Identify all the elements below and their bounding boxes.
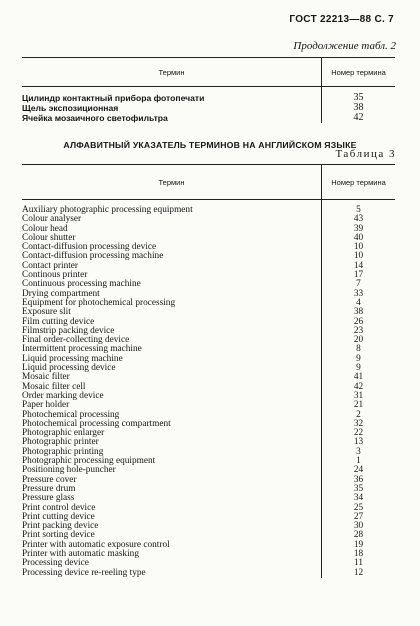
term-cell: Printer with automatic masking (22, 548, 139, 559)
term-cell: Photochemical processing (22, 409, 120, 420)
term-number-cell: 27 (322, 513, 396, 522)
term-cell: Paper holder (22, 400, 70, 411)
table-row (22, 215, 395, 224)
term-number-cell: 26 (322, 318, 396, 327)
table-3-english-index (22, 164, 395, 578)
term-cell: Printer with automatic exposure control (22, 539, 170, 550)
term-number-cell: 40 (322, 234, 396, 243)
table-row (22, 364, 395, 373)
term-number-cell: 25 (322, 504, 396, 513)
term-cell: Filmstrip packing device (22, 325, 115, 336)
term-number-cell: 3 (322, 448, 396, 457)
term-number-cell: 42 (322, 113, 396, 123)
term-cell: Equipment for photochemical processing (22, 297, 176, 308)
term-cell: Ячейка мозаичного светофильтра (22, 113, 168, 123)
page-header: ГОСТ 22213—88 С. 7 (289, 14, 394, 25)
continuation-label: Продолжение табл. 2 (293, 40, 396, 52)
term-cell: Colour analyser (22, 214, 82, 225)
term-cell: Exposure slit (22, 307, 71, 318)
term-number-cell: 8 (322, 345, 396, 354)
term-number-cell: 43 (322, 215, 396, 224)
term-number-cell: 20 (322, 336, 396, 345)
term-cell: Order marking device (22, 390, 104, 401)
term-cell: Pressure glass (22, 493, 75, 504)
term-number-cell: 30 (322, 522, 396, 531)
table-row (22, 103, 395, 113)
term-number-cell: 22 (322, 429, 396, 438)
term-cell: Liquid processing device (22, 363, 116, 374)
table-header-row (22, 165, 395, 200)
table-row (22, 485, 395, 494)
term-cell: Photographic enlarger (22, 428, 105, 439)
term-cell: Film cutting device (22, 316, 95, 327)
term-cell: Contact-diffusion processing machine (22, 251, 164, 262)
table-row (22, 93, 395, 103)
column-header-number: Номер термина (322, 58, 396, 87)
section-title: АЛФАВИТНЫЙ УКАЗАТЕЛЬ ТЕРМИНОВ НА АНГЛИЙСКОМ ЯЗЫКЕ (63, 140, 357, 150)
term-cell: Щель экспозиционная (22, 103, 119, 113)
term-number-cell: 21 (322, 401, 396, 410)
term-cell: Contact printer (22, 260, 79, 271)
term-cell: Contact-diffusion processing device (22, 242, 157, 253)
term-number-cell: 17 (322, 271, 396, 280)
table-row (22, 466, 395, 475)
table-row (22, 392, 395, 401)
term-number-cell: 11 (322, 559, 396, 568)
term-number-cell: 2 (322, 411, 396, 420)
term-cell: Photographic printing (22, 446, 104, 457)
table-row (22, 113, 395, 123)
term-cell: Colour shutter (22, 232, 76, 243)
term-number-cell: 7 (322, 280, 396, 289)
term-cell: Print sorting device (22, 530, 95, 541)
column-header-term: Термин (22, 165, 322, 200)
term-number-cell: 14 (322, 262, 396, 271)
term-number-cell: 5 (322, 206, 396, 215)
term-number-cell: 13 (322, 438, 396, 447)
term-cell: Processing device (22, 558, 89, 569)
term-number-cell: 31 (322, 392, 396, 401)
term-number-cell: 23 (322, 327, 396, 336)
term-cell: Print control device (22, 502, 96, 513)
term-cell: Pressure cover (22, 474, 77, 485)
term-number-cell: 41 (322, 373, 396, 382)
term-cell: Mosaic filter (22, 372, 70, 383)
term-cell: Colour head (22, 223, 68, 234)
term-number-cell: 9 (322, 364, 396, 373)
term-number-cell: 32 (322, 420, 396, 429)
table-row (22, 476, 395, 485)
term-cell: Mosaic filter cell (22, 381, 86, 392)
term-cell: Цилиндр контактный прибора фотопечати (22, 93, 205, 103)
term-number-cell: 9 (322, 355, 396, 364)
term-number-cell: 24 (322, 466, 396, 475)
term-cell: Drying compartment (22, 288, 100, 299)
table-row (22, 569, 395, 578)
table-row (22, 225, 395, 234)
term-number-cell: 39 (322, 225, 396, 234)
term-number-cell: 33 (322, 290, 396, 299)
table-row (22, 299, 395, 308)
term-cell: Positioning hole-puncher (22, 465, 116, 476)
term-number-cell: 18 (322, 550, 396, 559)
table-header-row (22, 58, 395, 87)
term-cell: Pressure drum (22, 483, 76, 494)
term-number-cell: 36 (322, 476, 396, 485)
term-cell: Auxiliary photographic processing equipment (22, 205, 193, 215)
term-cell: Print packing device (22, 521, 99, 532)
term-cell: Photographic printer (22, 437, 99, 448)
term-cell: Continous printer (22, 270, 88, 281)
term-cell: Print cutting device (22, 511, 95, 522)
term-number-cell: 10 (322, 243, 396, 252)
term-number-cell: 10 (322, 252, 396, 261)
table-2-continuation (22, 57, 395, 123)
term-number-cell: 38 (322, 103, 396, 113)
term-cell: Photographic processing equipment (22, 456, 156, 467)
term-number-cell: 4 (322, 299, 396, 308)
column-header-number: Номер термина (322, 165, 396, 200)
term-cell: Processing device re-reeling type (22, 567, 146, 578)
term-cell: Photochemical processing compartment (22, 418, 171, 429)
table-label: Таблица 3 (335, 148, 396, 160)
term-number-cell: 35 (322, 93, 396, 103)
term-number-cell: 12 (322, 569, 396, 578)
term-cell: Liquid processing machine (22, 353, 123, 364)
term-number-cell: 42 (322, 383, 396, 392)
term-number-cell: 28 (322, 531, 396, 540)
term-number-cell: 38 (322, 308, 396, 317)
term-number-cell: 19 (322, 541, 396, 550)
term-number-cell: 35 (322, 485, 396, 494)
term-cell: Continuous processing machine (22, 279, 141, 290)
term-cell: Intermittent processing machine (22, 344, 142, 355)
term-number-cell: 34 (322, 494, 396, 503)
term-cell: Final order-collecting device (22, 335, 130, 346)
column-header-term: Термин (22, 58, 322, 87)
term-number-cell: 1 (322, 457, 396, 466)
